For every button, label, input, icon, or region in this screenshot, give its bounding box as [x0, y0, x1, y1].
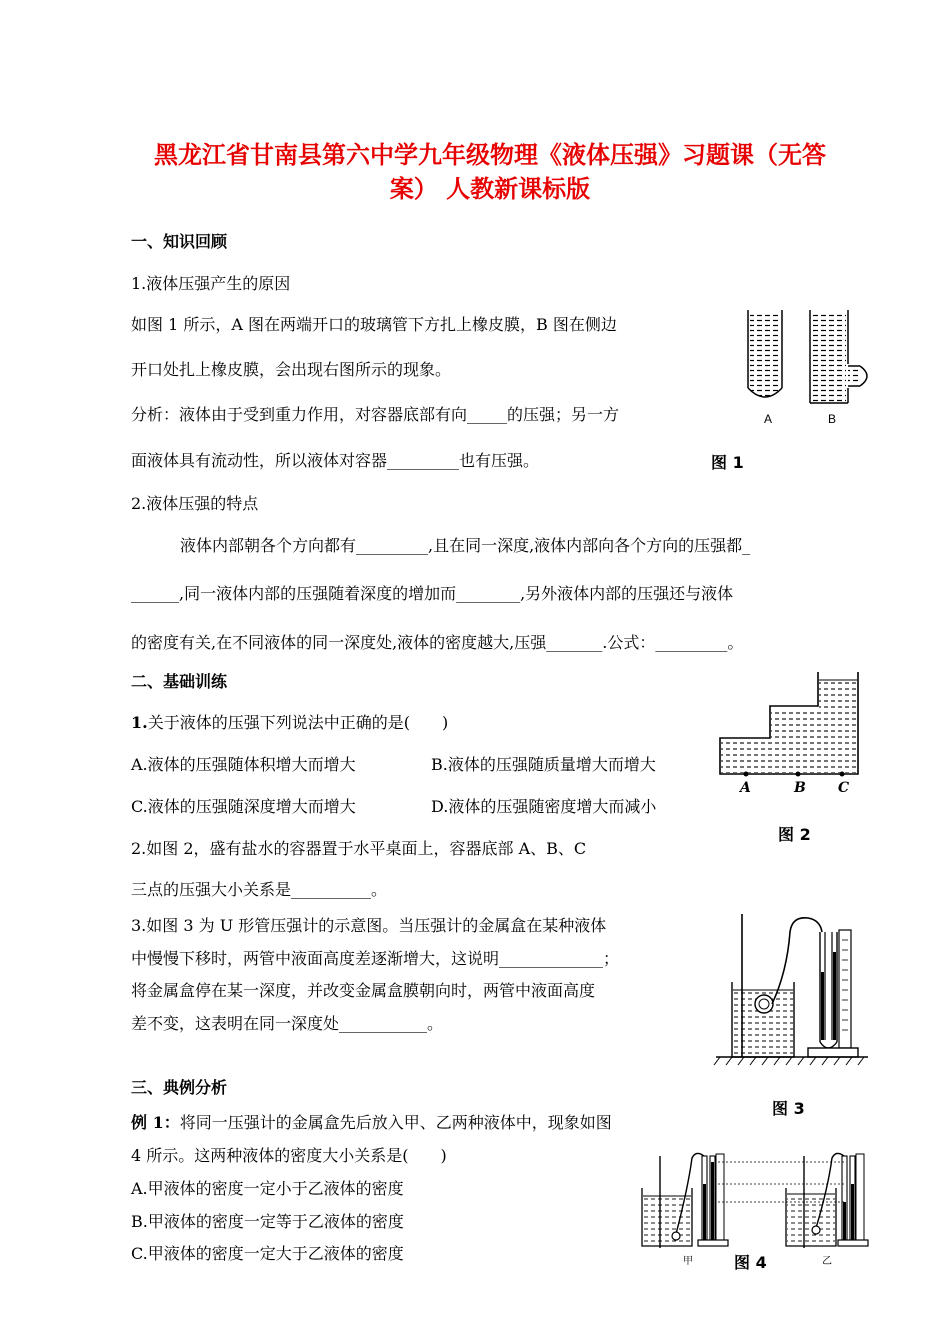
question-2-line-2: 三点的压强大小关系是__________。	[131, 880, 388, 899]
section-2-heading: 二、基础训练	[131, 672, 228, 691]
example-1-text: 将同一压强计的金属盒先后放入甲、乙两种液体中，现象如图	[179, 1113, 612, 1132]
paragraph-3-line-3: 的密度有关,在不同液体的同一深度处,液体的密度越大,压强_______.公式：_________。	[131, 633, 744, 652]
figure-1-label-b: B	[828, 412, 837, 426]
question-1-number: 1.	[131, 713, 148, 732]
figure-2-label-c: C	[838, 780, 850, 796]
question-1-option-d: D.液体的压强随密度增大而减小	[431, 797, 657, 816]
section-1-heading: 一、知识回顾	[131, 232, 228, 251]
example-1-option-c: C.甲液体的密度一定大于乙液体的密度	[131, 1244, 404, 1263]
figure-4-caption: 图 4	[734, 1253, 767, 1272]
item-1-heading: 1.液体压强产生的原因	[131, 274, 291, 293]
example-1-option-b: B.甲液体的密度一定等于乙液体的密度	[131, 1212, 404, 1231]
paragraph-1-line-1: 如图 1 所示，A 图在两端开口的玻璃管下方扎上橡皮膜，B 图在侧边	[131, 315, 617, 334]
question-2-line-1: 2.如图 2，盛有盐水的容器置于水平桌面上，容器底部 A、B、C	[131, 839, 587, 858]
figure-3-u-tube-manometer	[712, 912, 872, 1072]
figure-4-two-liquids-diagram	[636, 1148, 872, 1258]
question-1-text: 关于液体的压强下列说法中正确的是( )	[147, 713, 449, 732]
question-1-option-b: B.液体的压强随质量增大而增大	[431, 755, 656, 774]
figure-1-label-a: A	[764, 412, 773, 426]
question-1-option-a: A.液体的压强随体积增大而增大	[131, 755, 356, 774]
figure-4-label-right: 乙	[822, 1256, 832, 1267]
page-title	[100, 138, 880, 206]
example-1-label: 例 1：	[131, 1113, 180, 1132]
question-3-line-2: 中慢慢下移时，两管中液面高度差逐渐增大，这说明_____________；	[131, 949, 620, 968]
figure-2-label-a: A	[740, 780, 751, 796]
paragraph-1-line-2: 开口处扎上橡皮膜，会出现右图所示的现象。	[131, 360, 452, 379]
example-1-line-2: 4 所示。这两种液体的密度大小关系是( )	[131, 1146, 447, 1165]
paragraph-2-line-2: 面液体具有流动性，所以液体对容器_________也有压强。	[131, 451, 540, 470]
example-1-option-a: A.甲液体的密度一定小于乙液体的密度	[131, 1179, 404, 1198]
example-1-line-1	[131, 1110, 612, 1133]
figure-3-caption: 图 3	[772, 1099, 805, 1118]
figure-2-label-b: B	[794, 780, 806, 796]
figure-1-caption: 图 1	[711, 453, 744, 472]
paragraph-3-line-1: 液体内部朝各个方向都有_________,且在同一深度,液体内部向各个方向的压强都_	[180, 536, 751, 555]
figure-1-tubes-diagram	[740, 308, 880, 433]
section-3-heading: 三、典例分析	[131, 1078, 228, 1097]
title-line-1: 黑龙江省甘南县第六中学九年级物理《液体压强》习题课（无答	[154, 141, 826, 169]
question-3-line-1: 3.如图 3 为 U 形管压强计的示意图。当压强计的金属盒在某种液体	[131, 916, 607, 935]
question-3-line-4: 差不变，这表明在同一深度处___________。	[131, 1014, 444, 1033]
figure-4-label-left: 甲	[683, 1256, 693, 1267]
paragraph-2-line-1: 分析：液体由于受到重力作用，对容器底部有向_____的压强；另一方	[131, 405, 620, 424]
question-3-line-3: 将金属盒停在某一深度，并改变金属盒膜朝向时，两管中液面高度	[131, 981, 596, 1000]
title-line-2: 案） 人教新课标版	[389, 175, 591, 203]
figure-2-container-diagram	[718, 668, 868, 780]
question-1	[131, 710, 448, 733]
paragraph-3-line-2: ______,同一液体内部的压强随着深度的增加而________,另外液体内部的压强还与液体	[131, 584, 734, 603]
question-1-option-c: C.液体的压强随深度增大而增大	[131, 797, 356, 816]
item-2-heading: 2.液体压强的特点	[131, 494, 259, 513]
figure-2-caption: 图 2	[778, 825, 811, 844]
